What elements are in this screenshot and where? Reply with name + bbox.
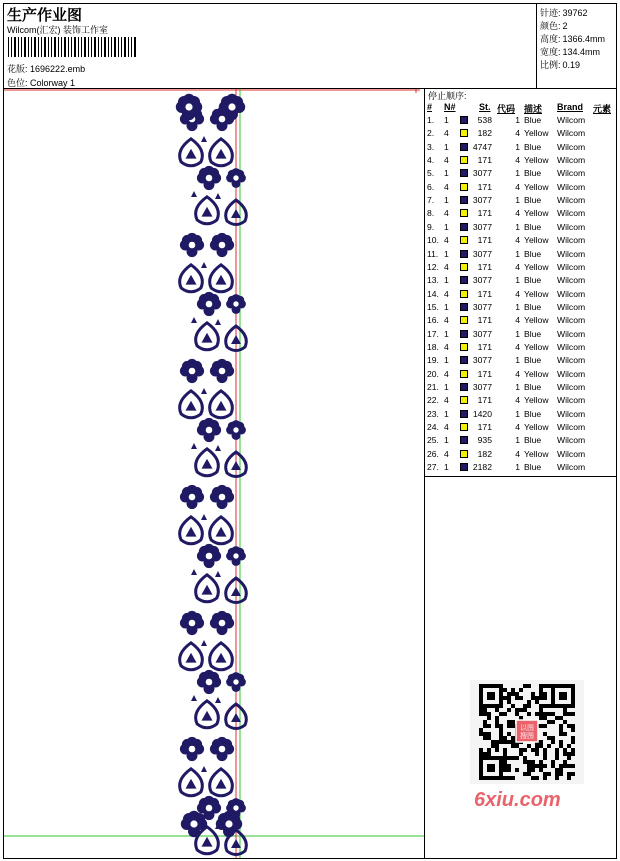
color-swatch bbox=[460, 116, 468, 124]
row-code: 1 bbox=[515, 168, 520, 179]
row-stitches: 3077 bbox=[472, 248, 492, 259]
row-code: 1 bbox=[515, 275, 520, 286]
row-code: 4 bbox=[515, 395, 520, 406]
color-swatch bbox=[460, 129, 468, 137]
row-needle: 4 bbox=[444, 288, 449, 299]
row-needle: 1 bbox=[444, 115, 449, 125]
row-desc: Yellow bbox=[524, 288, 549, 299]
row-index: 12. bbox=[427, 261, 439, 272]
row-code: 1 bbox=[515, 462, 520, 473]
row-index: 14. bbox=[427, 288, 439, 299]
row-index: 6. bbox=[427, 181, 435, 192]
row-stitches: 171 bbox=[477, 395, 492, 406]
row-desc: Blue bbox=[524, 408, 542, 419]
color-swatch bbox=[460, 183, 468, 191]
table-row bbox=[425, 421, 617, 434]
colorway-value: Colorway 1 bbox=[30, 78, 76, 88]
row-needle: 1 bbox=[444, 355, 449, 366]
row-desc: Blue bbox=[524, 275, 542, 286]
row-code: 4 bbox=[515, 315, 520, 326]
row-needle: 4 bbox=[444, 155, 449, 166]
row-brand: Wilcom bbox=[557, 341, 586, 352]
row-brand: Wilcom bbox=[557, 288, 586, 299]
row-index: 21. bbox=[427, 382, 439, 392]
row-brand: Wilcom bbox=[557, 408, 586, 419]
row-stitches: 3077 bbox=[472, 168, 492, 179]
color-swatch bbox=[460, 276, 468, 284]
row-desc: Yellow bbox=[524, 315, 549, 326]
row-needle: 4 bbox=[444, 395, 449, 406]
stop-sequence-table bbox=[425, 88, 617, 476]
color-swatch bbox=[460, 290, 468, 298]
row-code: 1 bbox=[515, 115, 520, 125]
row-stitches: 182 bbox=[477, 128, 492, 139]
row-code: 4 bbox=[515, 422, 520, 433]
row-brand: Wilcom bbox=[557, 355, 586, 366]
row-brand: Wilcom bbox=[557, 462, 586, 473]
row-brand: Wilcom bbox=[557, 168, 586, 179]
design-label: 花版: bbox=[7, 64, 28, 74]
row-index: 26. bbox=[427, 448, 439, 459]
row-code: 1 bbox=[515, 382, 520, 392]
row-brand: Wilcom bbox=[557, 328, 586, 339]
divider bbox=[425, 476, 617, 477]
table-row bbox=[425, 141, 617, 154]
row-code: 4 bbox=[515, 235, 520, 246]
row-brand: Wilcom bbox=[557, 368, 586, 379]
row-code: 1 bbox=[515, 408, 520, 419]
row-needle: 4 bbox=[444, 128, 449, 139]
color-swatch bbox=[460, 303, 468, 311]
color-swatch bbox=[460, 436, 468, 444]
row-brand: Wilcom bbox=[557, 181, 586, 192]
row-index: 15. bbox=[427, 301, 439, 312]
table-row bbox=[425, 368, 617, 381]
row-index: 17. bbox=[427, 328, 439, 339]
row-index: 19. bbox=[427, 355, 439, 366]
row-needle: 1 bbox=[444, 408, 449, 419]
row-needle: 4 bbox=[444, 315, 449, 326]
row-code: 4 bbox=[515, 288, 520, 299]
row-needle: 4 bbox=[444, 235, 449, 246]
info-height: 高度: 1366.4mm bbox=[540, 34, 606, 44]
table-row bbox=[425, 181, 617, 194]
info-colors: 颜色: 2 bbox=[540, 21, 568, 31]
table-row bbox=[425, 154, 617, 167]
row-index: 24. bbox=[427, 422, 439, 433]
row-desc: Blue bbox=[524, 301, 542, 312]
row-desc: Blue bbox=[524, 115, 542, 125]
row-stitches: 1420 bbox=[472, 408, 492, 419]
row-index: 10. bbox=[427, 235, 439, 246]
row-needle: 1 bbox=[444, 435, 449, 446]
color-swatch bbox=[460, 343, 468, 351]
row-desc: Blue bbox=[524, 382, 542, 392]
row-code: 4 bbox=[515, 128, 520, 139]
row-code: 1 bbox=[515, 355, 520, 366]
row-brand: Wilcom bbox=[557, 141, 586, 152]
color-swatch bbox=[460, 196, 468, 204]
row-brand: Wilcom bbox=[557, 382, 586, 392]
table-row bbox=[425, 314, 617, 327]
row-stitches: 171 bbox=[477, 261, 492, 272]
color-swatch bbox=[460, 410, 468, 418]
row-desc: Blue bbox=[524, 168, 542, 179]
table-row bbox=[425, 221, 617, 234]
row-stitches: 3077 bbox=[472, 195, 492, 206]
row-index: 2. bbox=[427, 128, 435, 139]
row-brand: Wilcom bbox=[557, 395, 586, 406]
table-row bbox=[425, 328, 617, 341]
color-swatch bbox=[460, 383, 468, 391]
table-row bbox=[425, 288, 617, 301]
row-code: 4 bbox=[515, 448, 520, 459]
row-index: 16. bbox=[427, 315, 439, 326]
color-swatch bbox=[460, 330, 468, 338]
row-desc: Yellow bbox=[524, 181, 549, 192]
row-stitches: 171 bbox=[477, 368, 492, 379]
header-element: 元素 bbox=[593, 104, 612, 114]
row-needle: 1 bbox=[444, 275, 449, 286]
row-code: 4 bbox=[515, 261, 520, 272]
row-index: 4. bbox=[427, 155, 435, 166]
row-index: 13. bbox=[427, 275, 439, 286]
row-stitches: 171 bbox=[477, 422, 492, 433]
row-brand: Wilcom bbox=[557, 435, 586, 446]
row-code: 1 bbox=[515, 248, 520, 259]
row-code: 1 bbox=[515, 328, 520, 339]
row-needle: 4 bbox=[444, 368, 449, 379]
design-file bbox=[7, 62, 85, 75]
row-desc: Yellow bbox=[524, 261, 549, 272]
row-code: 1 bbox=[515, 141, 520, 152]
row-stitches: 3077 bbox=[472, 301, 492, 312]
color-swatch bbox=[460, 396, 468, 404]
row-index: 7. bbox=[427, 195, 435, 206]
row-stitches: 171 bbox=[477, 315, 492, 326]
table-row bbox=[425, 381, 617, 394]
colorway-label: 色位: bbox=[7, 78, 28, 88]
row-index: 3. bbox=[427, 141, 435, 152]
row-index: 18. bbox=[427, 341, 439, 352]
qr-code-image bbox=[470, 680, 584, 784]
row-needle: 4 bbox=[444, 208, 449, 219]
color-swatch bbox=[460, 356, 468, 364]
page-title: 生产作业图 bbox=[7, 7, 83, 24]
row-desc: Yellow bbox=[524, 395, 549, 406]
row-brand: Wilcom bbox=[557, 275, 586, 286]
row-index: 25. bbox=[427, 435, 439, 446]
header-stitches: St. bbox=[479, 102, 491, 112]
row-desc: Blue bbox=[524, 435, 542, 446]
row-stitches: 171 bbox=[477, 181, 492, 192]
row-stitches: 171 bbox=[477, 208, 492, 219]
row-desc: Blue bbox=[524, 195, 542, 206]
row-desc: Blue bbox=[524, 141, 542, 152]
table-title: 停止顺序: bbox=[428, 91, 467, 101]
row-desc: Yellow bbox=[524, 155, 549, 166]
color-swatch bbox=[460, 236, 468, 244]
row-desc: Blue bbox=[524, 328, 542, 339]
header-brand: Brand bbox=[557, 102, 584, 112]
header-desc: 描述 bbox=[524, 104, 543, 114]
table-row bbox=[425, 341, 617, 354]
row-index: 20. bbox=[427, 368, 439, 379]
row-index: 27. bbox=[427, 462, 439, 473]
row-code: 4 bbox=[515, 155, 520, 166]
row-index: 23. bbox=[427, 408, 439, 419]
color-swatch bbox=[460, 316, 468, 324]
table-row bbox=[425, 274, 617, 287]
row-stitches: 182 bbox=[477, 448, 492, 459]
row-brand: Wilcom bbox=[557, 235, 586, 246]
row-desc: Blue bbox=[524, 355, 542, 366]
row-needle: 4 bbox=[444, 422, 449, 433]
row-brand: Wilcom bbox=[557, 208, 586, 219]
table-row bbox=[425, 448, 617, 461]
row-stitches: 3077 bbox=[472, 355, 492, 366]
row-index: 8. bbox=[427, 208, 435, 219]
row-needle: 1 bbox=[444, 221, 449, 232]
row-desc: Blue bbox=[524, 221, 542, 232]
color-swatch bbox=[460, 263, 468, 271]
row-stitches: 935 bbox=[477, 435, 492, 446]
row-desc: Blue bbox=[524, 462, 542, 473]
row-desc: Yellow bbox=[524, 208, 549, 219]
row-code: 1 bbox=[515, 221, 520, 232]
row-needle: 1 bbox=[444, 462, 449, 473]
info-scale: 比例: 0.19 bbox=[540, 60, 581, 70]
table-row bbox=[425, 234, 617, 247]
row-brand: Wilcom bbox=[557, 261, 586, 272]
row-index: 5. bbox=[427, 168, 435, 179]
barcode-image bbox=[8, 37, 140, 57]
info-stitches: 针迹: 39762 bbox=[540, 8, 588, 18]
row-stitches: 171 bbox=[477, 288, 492, 299]
row-brand: Wilcom bbox=[557, 155, 586, 166]
row-index: 22. bbox=[427, 395, 439, 406]
table-row bbox=[425, 394, 617, 407]
header-code: 代码 bbox=[497, 104, 516, 114]
row-needle: 1 bbox=[444, 301, 449, 312]
color-swatch bbox=[460, 250, 468, 258]
table-row bbox=[425, 408, 617, 421]
row-desc: Yellow bbox=[524, 235, 549, 246]
row-stitches: 538 bbox=[477, 115, 492, 125]
row-stitches: 171 bbox=[477, 341, 492, 352]
color-swatch bbox=[460, 143, 468, 151]
color-swatch bbox=[460, 209, 468, 217]
info-width: 宽度: 134.4mm bbox=[540, 47, 601, 57]
table-row bbox=[425, 114, 617, 127]
row-code: 4 bbox=[515, 341, 520, 352]
table-row bbox=[425, 167, 617, 180]
row-stitches: 2182 bbox=[472, 462, 492, 473]
row-needle: 1 bbox=[444, 195, 449, 206]
row-needle: 4 bbox=[444, 261, 449, 272]
row-needle: 1 bbox=[444, 248, 449, 259]
table-row bbox=[425, 461, 617, 474]
table-row bbox=[425, 127, 617, 140]
row-desc: Yellow bbox=[524, 422, 549, 433]
row-code: 1 bbox=[515, 435, 520, 446]
row-brand: Wilcom bbox=[557, 448, 586, 459]
row-stitches: 171 bbox=[477, 235, 492, 246]
row-index: 11. bbox=[427, 248, 439, 259]
color-swatch bbox=[460, 463, 468, 471]
table-row bbox=[425, 207, 617, 220]
row-code: 1 bbox=[515, 195, 520, 206]
company-name: Wilcom(汇宏) 装饰工作室 bbox=[7, 25, 108, 35]
row-stitches: 3077 bbox=[472, 275, 492, 286]
color-swatch bbox=[460, 156, 468, 164]
row-brand: Wilcom bbox=[557, 301, 586, 312]
row-code: 4 bbox=[515, 181, 520, 192]
row-code: 4 bbox=[515, 208, 520, 219]
table-row bbox=[425, 194, 617, 207]
qr-badge-text: 以图搜图 bbox=[520, 724, 534, 740]
row-needle: 4 bbox=[444, 181, 449, 192]
row-brand: Wilcom bbox=[557, 195, 586, 206]
row-stitches: 3077 bbox=[472, 382, 492, 392]
row-brand: Wilcom bbox=[557, 221, 586, 232]
design-value: 1696222.emb bbox=[30, 64, 86, 74]
row-stitches: 3077 bbox=[472, 221, 492, 232]
row-desc: Yellow bbox=[524, 341, 549, 352]
color-swatch bbox=[460, 450, 468, 458]
table-row bbox=[425, 248, 617, 261]
color-swatch bbox=[460, 223, 468, 231]
row-needle: 1 bbox=[444, 141, 449, 152]
table-row bbox=[425, 354, 617, 367]
row-needle: 4 bbox=[444, 341, 449, 352]
row-needle: 1 bbox=[444, 328, 449, 339]
watermark-site: 6xiu.com bbox=[474, 789, 561, 811]
color-swatch bbox=[460, 169, 468, 177]
color-swatch bbox=[460, 370, 468, 378]
row-stitches: 3077 bbox=[472, 328, 492, 339]
color-swatch bbox=[460, 423, 468, 431]
row-stitches: 171 bbox=[477, 155, 492, 166]
row-brand: Wilcom bbox=[557, 315, 586, 326]
row-code: 1 bbox=[515, 301, 520, 312]
row-desc: Yellow bbox=[524, 128, 549, 139]
table-row bbox=[425, 434, 617, 447]
table-row bbox=[425, 301, 617, 314]
row-index: 1. bbox=[427, 115, 435, 125]
row-brand: Wilcom bbox=[557, 115, 586, 125]
row-brand: Wilcom bbox=[557, 128, 586, 139]
header-index: # bbox=[427, 102, 433, 112]
row-code: 4 bbox=[515, 368, 520, 379]
row-desc: Yellow bbox=[524, 368, 549, 379]
row-needle: 1 bbox=[444, 382, 449, 392]
row-brand: Wilcom bbox=[557, 248, 586, 259]
row-desc: Yellow bbox=[524, 448, 549, 459]
row-desc: Blue bbox=[524, 248, 542, 259]
row-index: 9. bbox=[427, 221, 435, 232]
design-info-box bbox=[536, 3, 617, 88]
design-preview bbox=[4, 89, 424, 858]
row-stitches: 4747 bbox=[472, 141, 492, 152]
table-row bbox=[425, 261, 617, 274]
row-needle: 1 bbox=[444, 168, 449, 179]
row-needle: 4 bbox=[444, 448, 449, 459]
header-needle: N# bbox=[444, 102, 456, 112]
row-brand: Wilcom bbox=[557, 422, 586, 433]
